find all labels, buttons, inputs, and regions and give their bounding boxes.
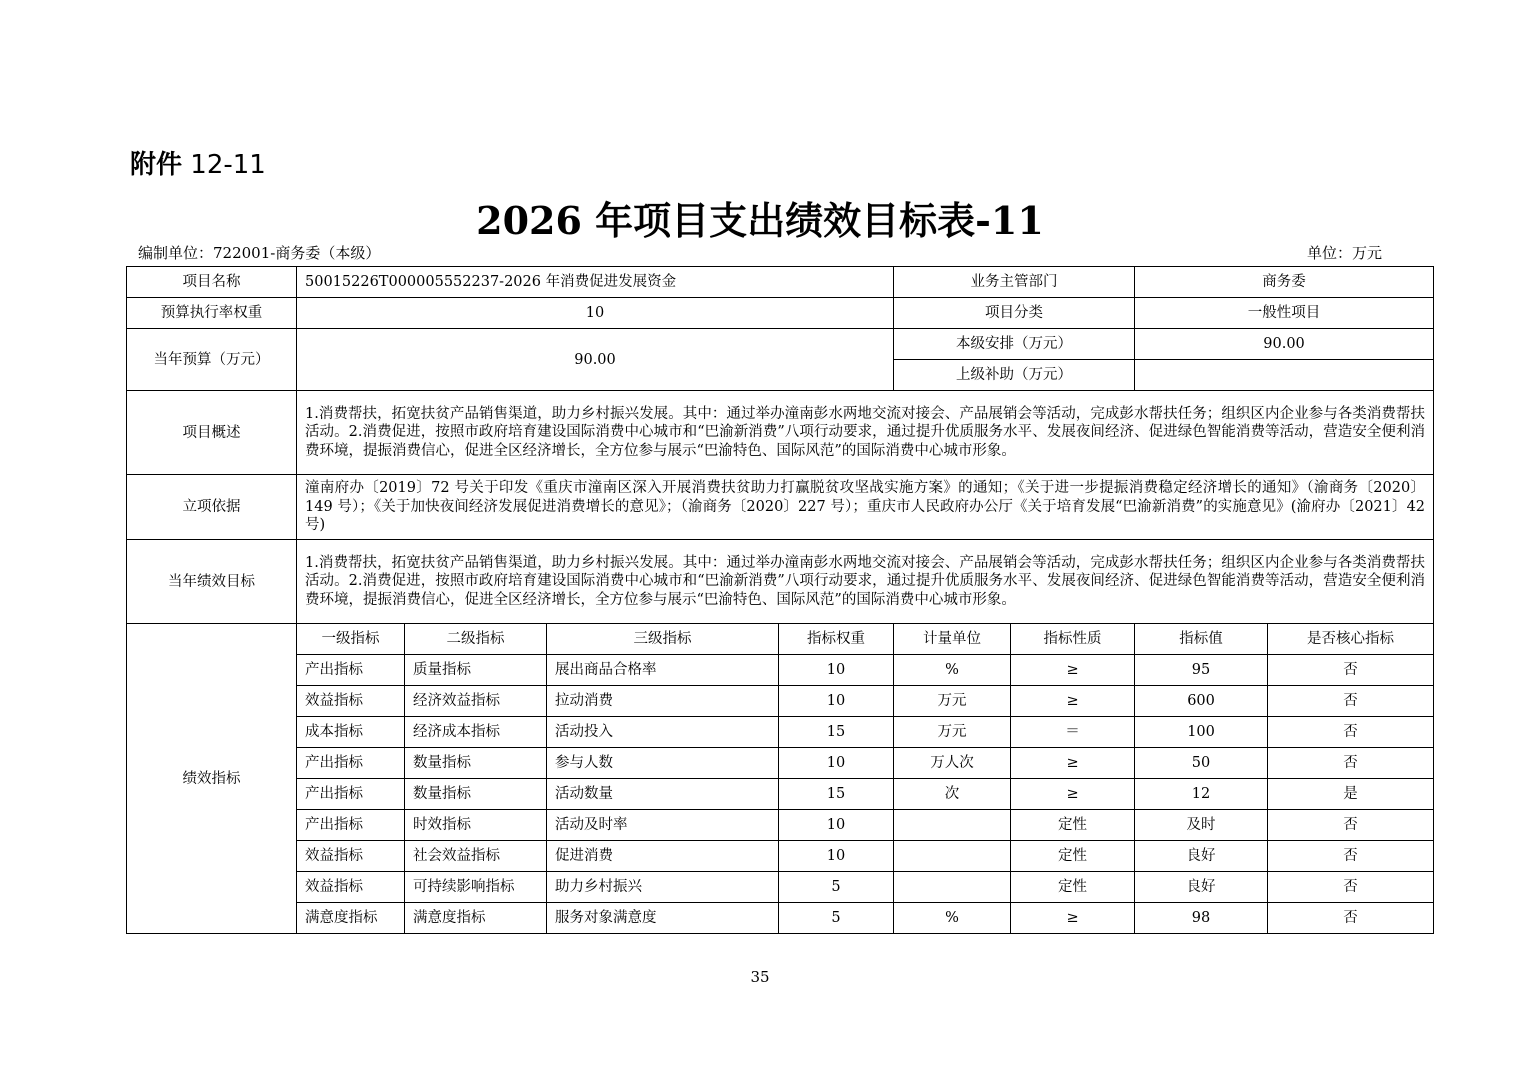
unit-cell: 万元 xyxy=(894,717,1011,748)
level2-cell: 社会效益指标 xyxy=(405,841,547,872)
unit-cell xyxy=(894,841,1011,872)
upper-value xyxy=(1135,360,1434,391)
level3-cell: 活动投入 xyxy=(547,717,779,748)
unit-cell: 万元 xyxy=(894,686,1011,717)
core-cell: 否 xyxy=(1268,810,1434,841)
level3-cell: 拉动消费 xyxy=(547,686,779,717)
level1-cell: 产出指标 xyxy=(297,655,405,686)
nature-cell: ≥ xyxy=(1011,779,1135,810)
nature-cell: ≥ xyxy=(1011,903,1135,934)
value-cell: 600 xyxy=(1135,686,1268,717)
level3-cell: 助力乡村振兴 xyxy=(547,872,779,903)
header-cell: 指标权重 xyxy=(779,624,894,655)
header-cell: 二级指标 xyxy=(405,624,547,655)
level2-cell: 经济效益指标 xyxy=(405,686,547,717)
level2-cell: 满意度指标 xyxy=(405,903,547,934)
level1-cell: 效益指标 xyxy=(297,872,405,903)
level3-cell: 展出商品合格率 xyxy=(547,655,779,686)
core-cell: 否 xyxy=(1268,748,1434,779)
table-row xyxy=(127,903,1434,934)
local-label: 本级安排（万元） xyxy=(894,329,1135,360)
weight-cell: 10 xyxy=(779,810,894,841)
header-cell: 指标值 xyxy=(1135,624,1268,655)
unit-cell xyxy=(894,872,1011,903)
project-name-label: 项目名称 xyxy=(127,267,297,298)
table-row xyxy=(127,748,1434,779)
table-row xyxy=(127,872,1434,903)
compile-unit: 编制单位：722001-商务委（本级） xyxy=(138,244,381,262)
weight-cell: 10 xyxy=(779,655,894,686)
nature-cell: ≥ xyxy=(1011,748,1135,779)
level1-cell: 效益指标 xyxy=(297,686,405,717)
level3-cell: 服务对象满意度 xyxy=(547,903,779,934)
header-cell: 是否核心指标 xyxy=(1268,624,1434,655)
weight-value: 10 xyxy=(297,298,894,329)
category-label: 项目分类 xyxy=(894,298,1135,329)
unit-cell: % xyxy=(894,903,1011,934)
nature-cell: 定性 xyxy=(1011,841,1135,872)
weight-cell: 5 xyxy=(779,872,894,903)
weight-cell: 5 xyxy=(779,903,894,934)
value-cell: 50 xyxy=(1135,748,1268,779)
value-cell: 100 xyxy=(1135,717,1268,748)
weight-cell: 15 xyxy=(779,717,894,748)
value-cell: 良好 xyxy=(1135,841,1268,872)
nature-cell: ≥ xyxy=(1011,686,1135,717)
goal-value: 1.消费帮扶，拓宽扶贫产品销售渠道，助力乡村振兴发展。其中：通过举办潼南彭水两地交流对接会、产品展销会等活动，完成彭水帮扶任务；组织区内企业参与各类消费帮扶活动。2.消费促进，按照市政府培育建设国际消费中心城市和“巴渝新消费”八项行动要求，通过提升优质服务水平、发展夜间经济、促进绿色智能消费等活动，营造安全便利消费环境，提振消费信心，促进全区经济增长，全方位参与展示“巴渝特色、国际风范”的国际消费中心城市形象。 xyxy=(297,540,1434,624)
unit-cell: 次 xyxy=(894,779,1011,810)
overview-label: 项目概述 xyxy=(127,391,297,475)
performance-target-table xyxy=(126,266,1434,934)
level2-cell: 数量指标 xyxy=(405,779,547,810)
category-value: 一般性项目 xyxy=(1135,298,1434,329)
goal-label: 当年绩效目标 xyxy=(127,540,297,624)
budget-value: 90.00 xyxy=(297,329,894,391)
level1-cell: 产出指标 xyxy=(297,779,405,810)
level2-cell: 经济成本指标 xyxy=(405,717,547,748)
weight-cell: 15 xyxy=(779,779,894,810)
attachment-label: 附件 12-11 xyxy=(130,150,266,180)
table-row xyxy=(127,841,1434,872)
core-cell: 否 xyxy=(1268,841,1434,872)
project-name-value: 50015226T000005552237-2026 年消费促进发展资金 xyxy=(297,267,894,298)
level3-cell: 参与人数 xyxy=(547,748,779,779)
header-cell: 指标性质 xyxy=(1011,624,1135,655)
table-row xyxy=(127,717,1434,748)
table-row xyxy=(127,655,1434,686)
weight-cell: 10 xyxy=(779,841,894,872)
core-cell: 否 xyxy=(1268,903,1434,934)
upper-label: 上级补助（万元） xyxy=(894,360,1135,391)
header-cell: 计量单位 xyxy=(894,624,1011,655)
level3-cell: 活动及时率 xyxy=(547,810,779,841)
nature-cell: ＝ xyxy=(1011,717,1135,748)
level2-cell: 质量指标 xyxy=(405,655,547,686)
core-cell: 是 xyxy=(1268,779,1434,810)
value-cell: 良好 xyxy=(1135,872,1268,903)
table-row xyxy=(127,779,1434,810)
value-cell: 98 xyxy=(1135,903,1268,934)
indicators-section-label: 绩效指标 xyxy=(127,624,297,934)
level1-cell: 满意度指标 xyxy=(297,903,405,934)
level2-cell: 可持续影响指标 xyxy=(405,872,547,903)
weight-cell: 10 xyxy=(779,686,894,717)
value-cell: 95 xyxy=(1135,655,1268,686)
level2-cell: 时效指标 xyxy=(405,810,547,841)
weight-label: 预算执行率权重 xyxy=(127,298,297,329)
level3-cell: 促进消费 xyxy=(547,841,779,872)
unit-cell xyxy=(894,810,1011,841)
value-cell: 12 xyxy=(1135,779,1268,810)
nature-cell: ≥ xyxy=(1011,655,1135,686)
basis-value: 潼南府办〔2019〕72 号关于印发《重庆市潼南区深入开展消费扶贫助力打赢脱贫攻坚战实施方案》的通知；《关于进一步提振消费稳定经济增长的通知》（渝商务〔2020〕149 号）；《关于加快夜间经济发展促进消费增长的意见》；（渝商务〔2020〕227 号）；重庆市人民政府办公厅《关于培育发展“巴渝新消费”的实施意见》(渝府办〔2021〕42 号) xyxy=(297,475,1434,540)
level1-cell: 产出指标 xyxy=(297,810,405,841)
nature-cell: 定性 xyxy=(1011,810,1135,841)
money-unit: 单位：万元 xyxy=(1306,244,1382,262)
dept-value: 商务委 xyxy=(1135,267,1434,298)
table-row xyxy=(127,686,1434,717)
core-cell: 否 xyxy=(1268,655,1434,686)
level1-cell: 产出指标 xyxy=(297,748,405,779)
local-value: 90.00 xyxy=(1135,329,1434,360)
core-cell: 否 xyxy=(1268,717,1434,748)
value-cell: 及时 xyxy=(1135,810,1268,841)
overview-value: 1.消费帮扶，拓宽扶贫产品销售渠道，助力乡村振兴发展。其中：通过举办潼南彭水两地交流对接会、产品展销会等活动，完成彭水帮扶任务；组织区内企业参与各类消费帮扶活动。2.消费促进，按照市政府培育建设国际消费中心城市和“巴渝新消费”八项行动要求，通过提升优质服务水平、发展夜间经济、促进绿色智能消费等活动，营造安全便利消费环境，提振消费信心，促进全区经济增长，全方位参与展示“巴渝特色、国际风范”的国际消费中心城市形象。 xyxy=(297,391,1434,475)
dept-label: 业务主管部门 xyxy=(894,267,1135,298)
level3-cell: 活动数量 xyxy=(547,779,779,810)
header-cell: 三级指标 xyxy=(547,624,779,655)
core-cell: 否 xyxy=(1268,686,1434,717)
level1-cell: 效益指标 xyxy=(297,841,405,872)
unit-cell: 万人次 xyxy=(894,748,1011,779)
budget-label: 当年预算（万元） xyxy=(127,329,297,391)
core-cell: 否 xyxy=(1268,872,1434,903)
table-row xyxy=(127,810,1434,841)
header-cell: 一级指标 xyxy=(297,624,405,655)
unit-cell: % xyxy=(894,655,1011,686)
weight-cell: 10 xyxy=(779,748,894,779)
page-title: 2026 年项目支出绩效目标表-11 xyxy=(476,198,1044,243)
level2-cell: 数量指标 xyxy=(405,748,547,779)
page-number: 35 xyxy=(750,968,770,986)
nature-cell: 定性 xyxy=(1011,872,1135,903)
level1-cell: 成本指标 xyxy=(297,717,405,748)
basis-label: 立项依据 xyxy=(127,475,297,540)
